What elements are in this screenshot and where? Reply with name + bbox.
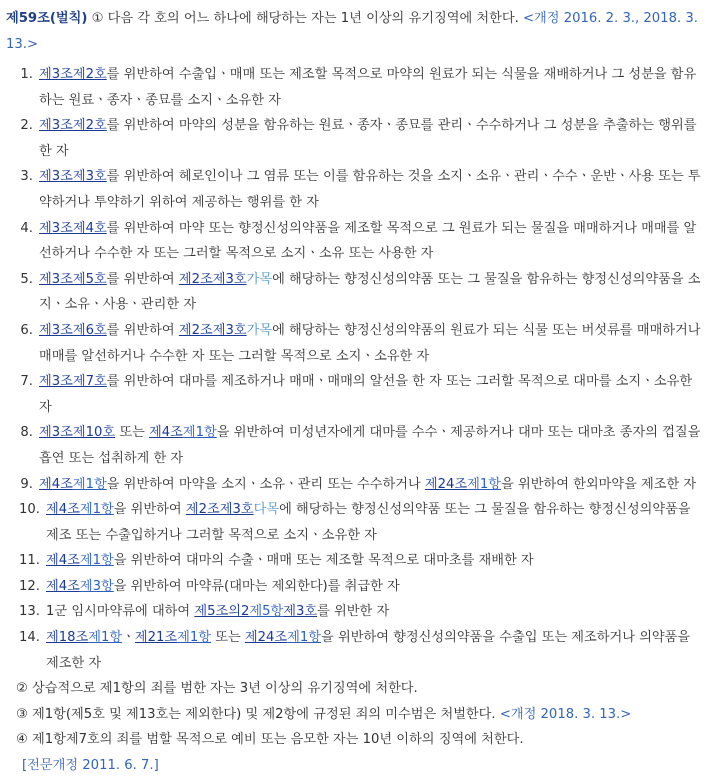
law-reference-link[interactable]: 제21조 — [134, 630, 178, 646]
paragraph-list — [6, 676, 703, 753]
item-text — [39, 472, 703, 498]
law-reference-link[interactable]: 제3조제10호 — [39, 425, 116, 441]
item-text — [39, 164, 703, 215]
law-reference-link[interactable]: 제1항 — [79, 553, 114, 569]
item-text — [46, 574, 703, 600]
law-reference-link[interactable]: 제3조제5호 — [39, 271, 107, 287]
item-text — [46, 625, 703, 676]
law-reference-link[interactable]: 제5조의2 — [194, 604, 250, 620]
law-reference-link[interactable]: 제2조제3호 — [178, 271, 247, 287]
item-text-segment: 를 위반하여 대마를 제조하거나 매매ㆍ매매의 알선을 한 자 또는 그러할 목적으로 대마를 소지ㆍ소유한 자 — [39, 374, 693, 415]
article-lead-text: ① 다음 각 호의 어느 하나에 해당하는 자는 1년 이상의 유기징역에 처한다. — [91, 11, 519, 26]
item-text — [39, 420, 703, 471]
list-item — [6, 267, 703, 318]
item-text-segment: 을 위반하여 미성년자에게 대마를 수수ㆍ제공하거나 대마 또는 대마초 종자의 껍질을 흡연 또는 섭취하게 한 자 — [39, 425, 701, 466]
law-reference-link[interactable]: 제4조 — [46, 553, 80, 569]
item-text-segment: 1군 임시마약류에 대하여 — [46, 604, 195, 620]
law-reference-link[interactable]: 제1항 — [72, 476, 107, 492]
law-reference-link[interactable]: 제2조제3호 — [178, 322, 247, 338]
law-reference-link[interactable]: 제3조제7호 — [39, 374, 107, 390]
article-paragraph — [16, 727, 703, 753]
item-number: 12. — [19, 578, 40, 594]
law-reference-link[interactable]: 제1항 — [177, 630, 212, 646]
law-reference-link[interactable]: 제3조제4호 — [39, 220, 107, 236]
law-reference-link[interactable]: 다목 — [253, 502, 280, 518]
item-text-segment: 를 위반하여 헤로인이나 그 염류 또는 이를 함유하는 것을 소지ㆍ소유ㆍ관리ㆍ수수ㆍ운반ㆍ사용 또는 투약하거나 투약하기 위하여 제공하는 행위를 한 자 — [39, 169, 701, 210]
law-reference-link[interactable]: 제4조 — [46, 502, 80, 518]
list-item — [6, 318, 703, 369]
item-list — [6, 62, 703, 676]
law-reference-link[interactable]: 제3조제2호 — [39, 67, 107, 82]
law-reference-link[interactable]: 제3조제2호 — [39, 118, 107, 134]
law-reference-link[interactable]: 제4조 — [149, 425, 183, 441]
item-number: 7. — [20, 374, 33, 390]
item-number: 10. — [19, 502, 40, 518]
item-text-segment: 에 해당하는 향정신성의약품 또는 그 물질을 함유하는 향정신성의약품을 소지ㆍ소유ㆍ사용ㆍ관리한 자 — [39, 271, 701, 313]
full-revision-note: [전문개정 2011. 6. 7.] — [22, 758, 159, 774]
paragraph-text: ④ 제1항제7호의 죄를 범할 목적으로 예비 또는 음모한 자는 10년 이하의 징역에 처한다. — [16, 732, 524, 748]
paragraph-text: ③ 제1항(제5호 및 제13호는 제외한다) 및 제2항에 규정된 죄의 미수범은 처벌한다. — [16, 706, 496, 722]
amendment-note: <개정 2018. 3. 13.> — [499, 706, 632, 722]
item-text — [39, 267, 703, 318]
item-text-segment: 를 위반하여 수출입ㆍ매매 또는 제조할 목적으로 마약의 원료가 되는 식물을 재배하거나 그 성분을 함유하는 원료ㆍ종자ㆍ종묘를 소지ㆍ소유한 자 — [39, 67, 697, 108]
law-reference-link[interactable]: 가목 — [246, 271, 273, 287]
list-item — [6, 62, 703, 113]
law-reference-link[interactable]: 제5항 — [249, 604, 284, 620]
item-text-segment: 을 위반하여 한외마약을 제조한 자 — [501, 476, 697, 492]
item-text-segment: 를 위반한 자 — [317, 604, 390, 620]
list-item — [6, 369, 703, 420]
law-reference-link[interactable]: 제3호 — [283, 604, 318, 620]
law-reference-link[interactable]: 제1항 — [182, 425, 217, 441]
item-text — [39, 62, 703, 113]
item-text — [46, 548, 703, 574]
paragraph-text: ② 상습적으로 제1항의 죄를 범한 자는 3년 이상의 유기징역에 처한다. — [16, 681, 418, 697]
law-reference-link[interactable]: 제24조 — [424, 476, 468, 492]
law-reference-link[interactable]: 제24조 — [244, 630, 288, 646]
list-item — [6, 625, 703, 676]
item-text-segment: ㆍ — [122, 630, 135, 646]
list-item — [6, 548, 703, 574]
law-reference-link[interactable]: 제3조제3호 — [39, 169, 107, 185]
law-reference-link[interactable]: 제18조 — [46, 630, 89, 646]
law-reference-link[interactable]: 제1항 — [467, 476, 502, 492]
item-text-segment: 를 위반하여 — [106, 322, 179, 338]
item-text-segment: 를 위반하여 마약의 성분을 함유하는 원료ㆍ종자ㆍ종묘를 관리ㆍ수수하거나 그 성분을 추출하는 행위를 한 자 — [39, 118, 697, 159]
item-text-segment: 또는 — [211, 630, 245, 646]
law-reference-link[interactable]: 가목 — [246, 322, 273, 338]
item-text-segment: 을 위반하여 대마의 수출ㆍ매매 또는 제조할 목적으로 대마초를 재배한 자 — [113, 553, 534, 569]
list-item — [6, 420, 703, 471]
item-text — [46, 599, 703, 625]
list-item — [6, 113, 703, 164]
law-reference-link[interactable]: 제3조제6호 — [39, 322, 107, 338]
item-number: 8. — [20, 425, 33, 441]
list-item — [6, 599, 703, 625]
law-reference-link[interactable]: 제1항 — [79, 502, 114, 518]
item-number: 3. — [20, 169, 33, 185]
item-number: 5. — [20, 271, 33, 287]
item-number: 11. — [19, 553, 40, 569]
list-item — [6, 164, 703, 215]
law-reference-link[interactable]: 제4조 — [46, 578, 80, 594]
law-reference-link[interactable]: 제1항 — [88, 630, 123, 646]
item-text-segment: 에 해당하는 향정신성의약품 또는 그 물질을 함유하는 향정신성의약품을 제조 또는 수출입하거나 그러할 목적으로 소지ㆍ소유한 자 — [46, 502, 691, 543]
item-text-segment: 를 위반하여 마약 또는 향정신성의약품을 제조할 목적으로 그 원료가 되는 물질을 매매하거나 매매를 알선하거나 수수한 자 또는 그러할 목적으로 소지ㆍ소유 또는 사용한 자 — [39, 220, 697, 262]
item-text-segment: 에 해당하는 향정신성의약품의 원료가 되는 식물 또는 버섯류를 매매하거나 매매를 알선하거나 수수한 자 또는 그러할 목적으로 소지ㆍ소유한 자 — [39, 322, 701, 364]
list-item — [6, 472, 703, 498]
item-text — [39, 216, 703, 267]
item-text-segment: 을 위반하여 — [113, 502, 186, 518]
article-paragraph — [16, 702, 703, 728]
item-text-segment: 을 위반하여 향정신성의약품을 수출입 또는 제조하거나 의약품을 제조한 자 — [46, 630, 691, 671]
item-number: 4. — [20, 220, 33, 236]
list-item — [6, 574, 703, 600]
item-number: 9. — [20, 476, 33, 492]
item-number: 1. — [20, 67, 33, 82]
article-header — [6, 6, 703, 58]
list-item — [6, 216, 703, 267]
law-reference-link[interactable]: 제1항 — [287, 630, 322, 646]
law-reference-link[interactable]: 제2조제3호 — [185, 502, 254, 518]
item-text-segment: 을 위반하여 마약을 소지ㆍ소유ㆍ관리 또는 수수하거나 — [106, 476, 425, 492]
item-text-segment: 를 위반하여 — [106, 271, 179, 287]
item-number: 6. — [20, 322, 33, 338]
amendment-note: <개정 2016. 2. 3., 2018. 3. 13.> — [6, 11, 698, 52]
item-number: 14. — [19, 630, 40, 646]
item-text — [39, 369, 703, 420]
article-paragraph — [16, 676, 703, 702]
item-text — [39, 318, 703, 369]
article-title: 제59조(벌칙) — [6, 11, 88, 26]
item-text — [39, 113, 703, 164]
item-text-segment: 을 위반하여 마약류(대마는 제외한다)를 취급한 자 — [113, 578, 400, 594]
list-item — [6, 497, 703, 548]
item-number: 13. — [19, 604, 40, 620]
law-reference-link[interactable]: 제4조 — [39, 476, 73, 492]
item-text — [46, 497, 703, 548]
item-number: 2. — [20, 118, 33, 134]
item-text-segment: 또는 — [115, 425, 150, 441]
law-reference-link[interactable]: 제3항 — [79, 578, 114, 594]
